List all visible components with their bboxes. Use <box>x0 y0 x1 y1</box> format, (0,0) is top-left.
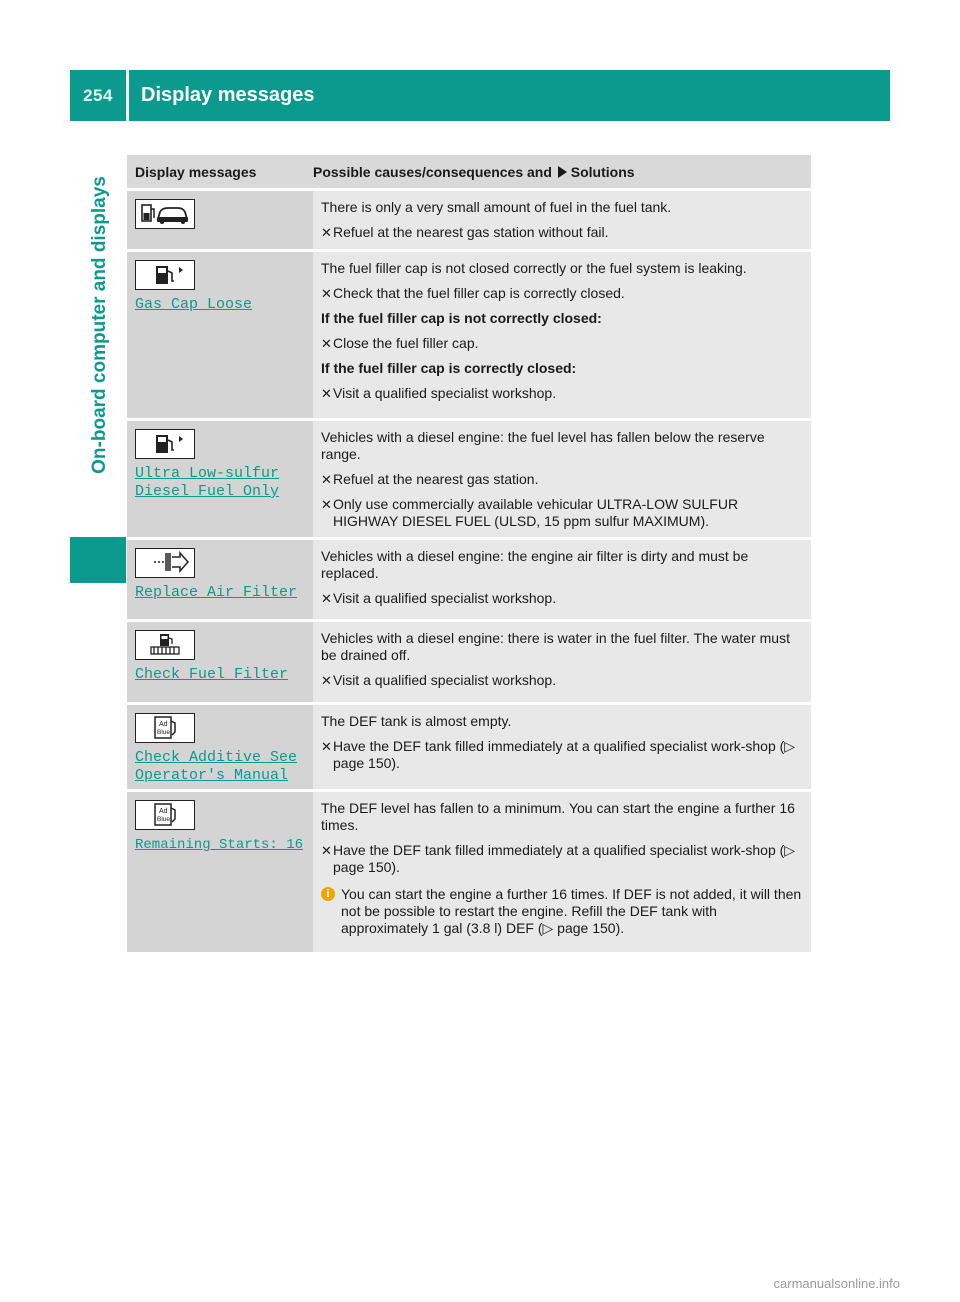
table-row <box>127 252 811 421</box>
solution-cell <box>313 421 811 537</box>
message-cell <box>127 540 313 619</box>
fuel-filter-water-icon <box>135 630 195 660</box>
adblue-icon <box>135 800 195 830</box>
side-section-label <box>86 120 114 530</box>
info-note <box>321 886 803 937</box>
message-cell <box>127 622 313 702</box>
step-marker-icon: ✕ <box>321 386 332 401</box>
step-text: Close the fuel filler cap. <box>333 335 479 351</box>
step-marker-icon: ✕ <box>321 286 332 301</box>
solution-cell <box>313 540 811 619</box>
adblue-icon-text: Blue <box>157 816 171 823</box>
display-message-line: Operator's Manual <box>135 767 289 784</box>
message-cell <box>127 191 313 249</box>
info-icon: i <box>321 887 335 901</box>
solution-cell <box>313 252 811 418</box>
solution-step <box>321 385 803 402</box>
fuel-pump-icon <box>135 260 195 290</box>
solution-cell <box>313 622 811 702</box>
table-row <box>127 705 811 792</box>
fuel-car-icon <box>135 199 195 229</box>
cause-text: The DEF tank is almost empty. <box>321 713 512 729</box>
step-marker-icon: ✕ <box>321 225 332 240</box>
page-title: Display messages <box>141 84 315 106</box>
solution-step <box>321 471 803 488</box>
display-message-text: Check Fuel Filter <box>135 666 289 683</box>
display-messages-table <box>127 155 811 955</box>
solution-step <box>321 285 803 302</box>
adblue-icon-text: Ad <box>159 721 168 728</box>
side-section-label-text: On-board computer and displays <box>89 176 110 474</box>
step-text: Refuel at the nearest gas station without fail. <box>333 224 609 240</box>
col-header-messages: Display messages <box>135 163 257 180</box>
col-header-causes-text: Possible causes/consequences and <box>313 163 552 180</box>
step-text: Only use commercially available vehicular ULTRA-LOW SULFUR HIGHWAY DIESEL FUEL (ULSD, 15 ppm sulfur MAXIMUM). <box>333 496 739 529</box>
fuel-pump-icon <box>135 429 195 459</box>
step-marker-icon: ✕ <box>321 472 332 487</box>
watermark: carmanualsonline.info <box>773 1276 900 1291</box>
solution-step <box>321 842 803 876</box>
display-message-text <box>135 749 313 785</box>
display-message-line: Ultra Low-sulfur <box>135 465 280 482</box>
info-text: You can start the engine a further 16 times. If DEF is not added, it will then not be possible to restart the engine. Refill the DEF tank with approximately 1 gal (3.8 l) DEF (▷ page 150). <box>341 886 802 936</box>
table-row <box>127 540 811 622</box>
display-message-line: Diesel Fuel Only <box>135 483 280 500</box>
cause-text: The DEF level has fallen to a minimum. You can start the engine a further 16 times. <box>321 800 795 833</box>
step-text: Refuel at the nearest gas station. <box>333 471 539 487</box>
message-cell <box>127 252 313 418</box>
solution-step <box>321 224 803 241</box>
cause-text: The fuel filler cap is not closed correctly or the fuel system is leaking. <box>321 260 747 276</box>
col-header-causes <box>313 164 811 180</box>
cause-text: Vehicles with a diesel engine: the fuel level has fallen below the reserve range. <box>321 429 765 462</box>
cause-text: There is only a very small amount of fuel in the fuel tank. <box>321 199 672 215</box>
step-text: Visit a qualified specialist workshop. <box>333 590 557 606</box>
display-message-text: Gas Cap Loose <box>135 296 253 313</box>
step-marker-icon: ✕ <box>321 336 332 351</box>
step-text: Visit a qualified specialist workshop. <box>333 672 557 688</box>
display-message-text: Remaining Starts: 16 <box>135 837 304 853</box>
adblue-icon <box>135 713 195 743</box>
step-marker-icon: ✕ <box>321 591 332 606</box>
table-header-row <box>127 155 811 191</box>
solution-cell <box>313 191 811 249</box>
step-text: Check that the fuel filler cap is correctly closed. <box>333 285 625 301</box>
header-divider <box>126 70 129 121</box>
message-cell <box>127 792 313 952</box>
solution-step <box>321 672 803 689</box>
air-filter-icon <box>135 548 195 578</box>
step-marker-icon: ✕ <box>321 843 332 858</box>
page-number: 254 <box>83 85 113 105</box>
display-message-text: Replace Air Filter <box>135 584 298 601</box>
table-row <box>127 622 811 705</box>
cause-text: Vehicles with a diesel engine: the engine air filter is dirty and must be replaced. <box>321 548 749 581</box>
condition-heading: If the fuel filler cap is not correctly closed: <box>321 310 602 326</box>
message-cell <box>127 705 313 789</box>
step-marker-icon: ✕ <box>321 673 332 688</box>
side-section-marker <box>70 537 126 583</box>
solution-step <box>321 590 803 607</box>
message-cell <box>127 421 313 537</box>
solution-step <box>321 335 803 352</box>
display-message-line: Check Additive See <box>135 749 298 766</box>
adblue-icon-text: Ad <box>159 808 168 815</box>
step-text: Visit a qualified specialist workshop. <box>333 385 557 401</box>
table-row <box>127 421 811 540</box>
cause-text: Vehicles with a diesel engine: there is water in the fuel filter. The water must be drained off. <box>321 630 790 663</box>
step-marker-icon: ✕ <box>321 497 332 512</box>
solution-cell <box>313 705 811 789</box>
solution-step <box>321 738 803 772</box>
table-row <box>127 792 811 955</box>
step-marker-icon: ✕ <box>321 739 332 754</box>
step-text: Have the DEF tank filled immediately at a qualified specialist work-shop (▷ page 150). <box>333 738 796 771</box>
adblue-icon-text: Blue <box>157 729 171 736</box>
solution-step <box>321 496 803 530</box>
condition-heading: If the fuel filler cap is correctly closed: <box>321 360 577 376</box>
col-header-solutions-text: Solutions <box>570 163 635 180</box>
display-message-text <box>135 465 313 501</box>
solution-cell <box>313 792 811 952</box>
table-row <box>127 191 811 252</box>
step-text: Have the DEF tank filled immediately at a qualified specialist work-shop (▷ page 150). <box>333 842 796 875</box>
play-arrow-icon <box>558 166 567 178</box>
